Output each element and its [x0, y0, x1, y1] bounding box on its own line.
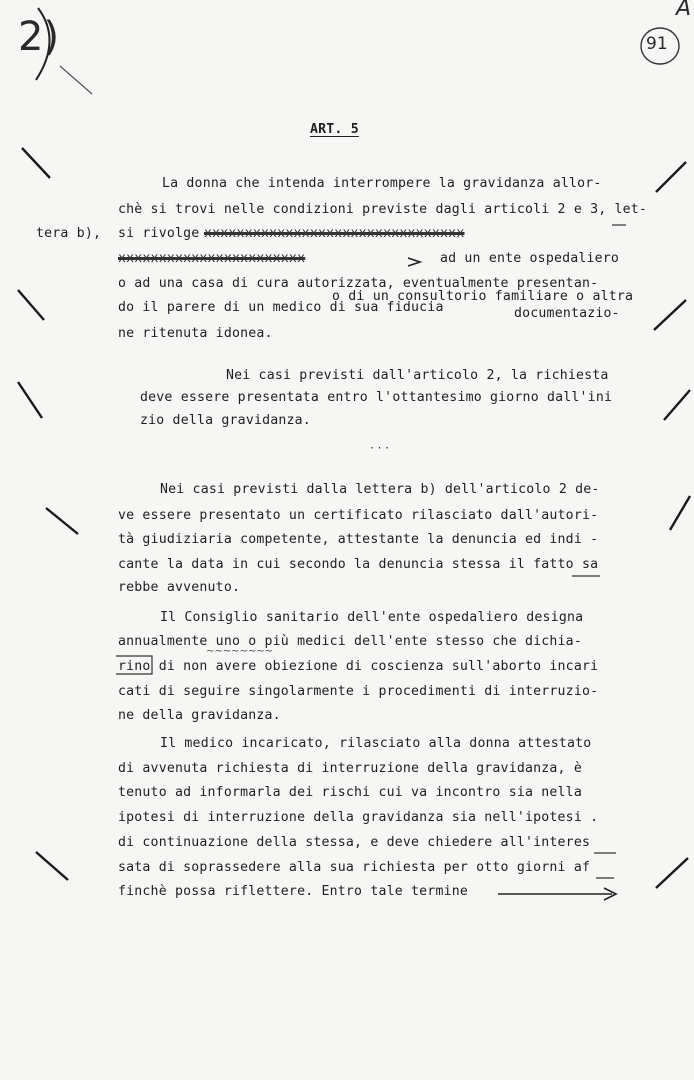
margin-slash [664, 390, 690, 420]
text-line: do il parere di un medico di sua fiducia [118, 300, 444, 315]
struck-text: xxxxxxxxxxxxxxxxxxxxxxx [118, 251, 306, 266]
text-line: Nei casi previsti dall'articolo 2, la richiesta [226, 368, 609, 383]
margin-note: tera b), [36, 226, 102, 241]
text-line: finchè possa riflettere. Entro tale termine [118, 884, 469, 899]
text-line: ne ritenuta idonea. [118, 326, 273, 341]
margin-slash [22, 148, 50, 178]
corner-letter: A [676, 0, 692, 21]
text-line: cati di seguire singolarmente i procedimenti di interruzio- [118, 684, 599, 699]
text-line: annualmente uno o più medici dell'ente stesso che dichia- [118, 634, 582, 649]
text-line: Il medico incaricato, rilasciato alla donna attestato [160, 736, 592, 751]
text-line: documentazio- [514, 306, 620, 321]
margin-slash [18, 382, 42, 418]
margin-slash [654, 300, 686, 330]
margin-slash [18, 290, 44, 320]
text-line: sata di soprassedere alla sua richiesta per otto giorni af [118, 860, 591, 875]
margin-slash [36, 852, 68, 880]
text-line: di continuazione della stessa, e deve chiedere all'interes [118, 835, 591, 850]
margin-slash [656, 858, 688, 888]
margin-slash [656, 162, 686, 192]
text-line: ad un ente ospedaliero [440, 251, 620, 266]
text-line: tenuto ad informarla dei rischi cui va incontro sia nella [118, 785, 582, 800]
text-line: ipotesi di interruzione della gravidanza sia nell'ipotesi . [118, 810, 599, 825]
margin-slash [670, 496, 690, 530]
article-title: ART. 5 [310, 122, 359, 137]
margin-slash [46, 508, 78, 534]
text-line: deve essere presentata entro l'ottantesimo giorno dall'ini [140, 390, 613, 405]
text-line: rino di non avere obiezione di coscienza sull'aborto incari [118, 659, 599, 674]
handwritten-scribble: ~~~~~~~~ [206, 646, 274, 657]
text-line: zio della gravidanza. [140, 413, 311, 428]
text-line: di avvenuta richiesta di interruzione della gravidanza, è [118, 761, 582, 776]
text-line: ve essere presentato un certificato rilasciato dall'autori- [118, 508, 599, 523]
svg-text:· · ·: · · · [370, 441, 390, 455]
page-mark: 2) [18, 14, 60, 60]
stamp-number: 91 [646, 34, 668, 54]
text-line: Nei casi previsti dalla lettera b) dell'articolo 2 de- [160, 482, 600, 497]
text-line: ne della gravidanza. [118, 708, 281, 723]
text-line: cante la data in cui secondo la denuncia stessa il fatto sa [118, 557, 599, 572]
typed-insert: o di un consultorio familiare o altra [332, 289, 634, 304]
text-line: si rivolge [118, 226, 200, 241]
text-line: chè si trovi nelle condizioni previste dagli articoli 2 e 3, let- [118, 202, 648, 217]
text-line: tà giudiziaria competente, attestante la denuncia ed indi - [118, 532, 599, 547]
text-line: La donna che intenda interrompere la gravidanza allor- [162, 176, 602, 191]
text-line: Il Consiglio sanitario dell'ente ospedaliero designa [160, 610, 584, 625]
text-line: o ad una casa di cura autorizzata, eventualmente presentan- [118, 276, 599, 291]
text-line: rebbe avvenuto. [118, 580, 241, 595]
struck-text: xxxxxxxxxxxxxxxxxxxxxxxxxxxxxxxx [204, 226, 465, 241]
